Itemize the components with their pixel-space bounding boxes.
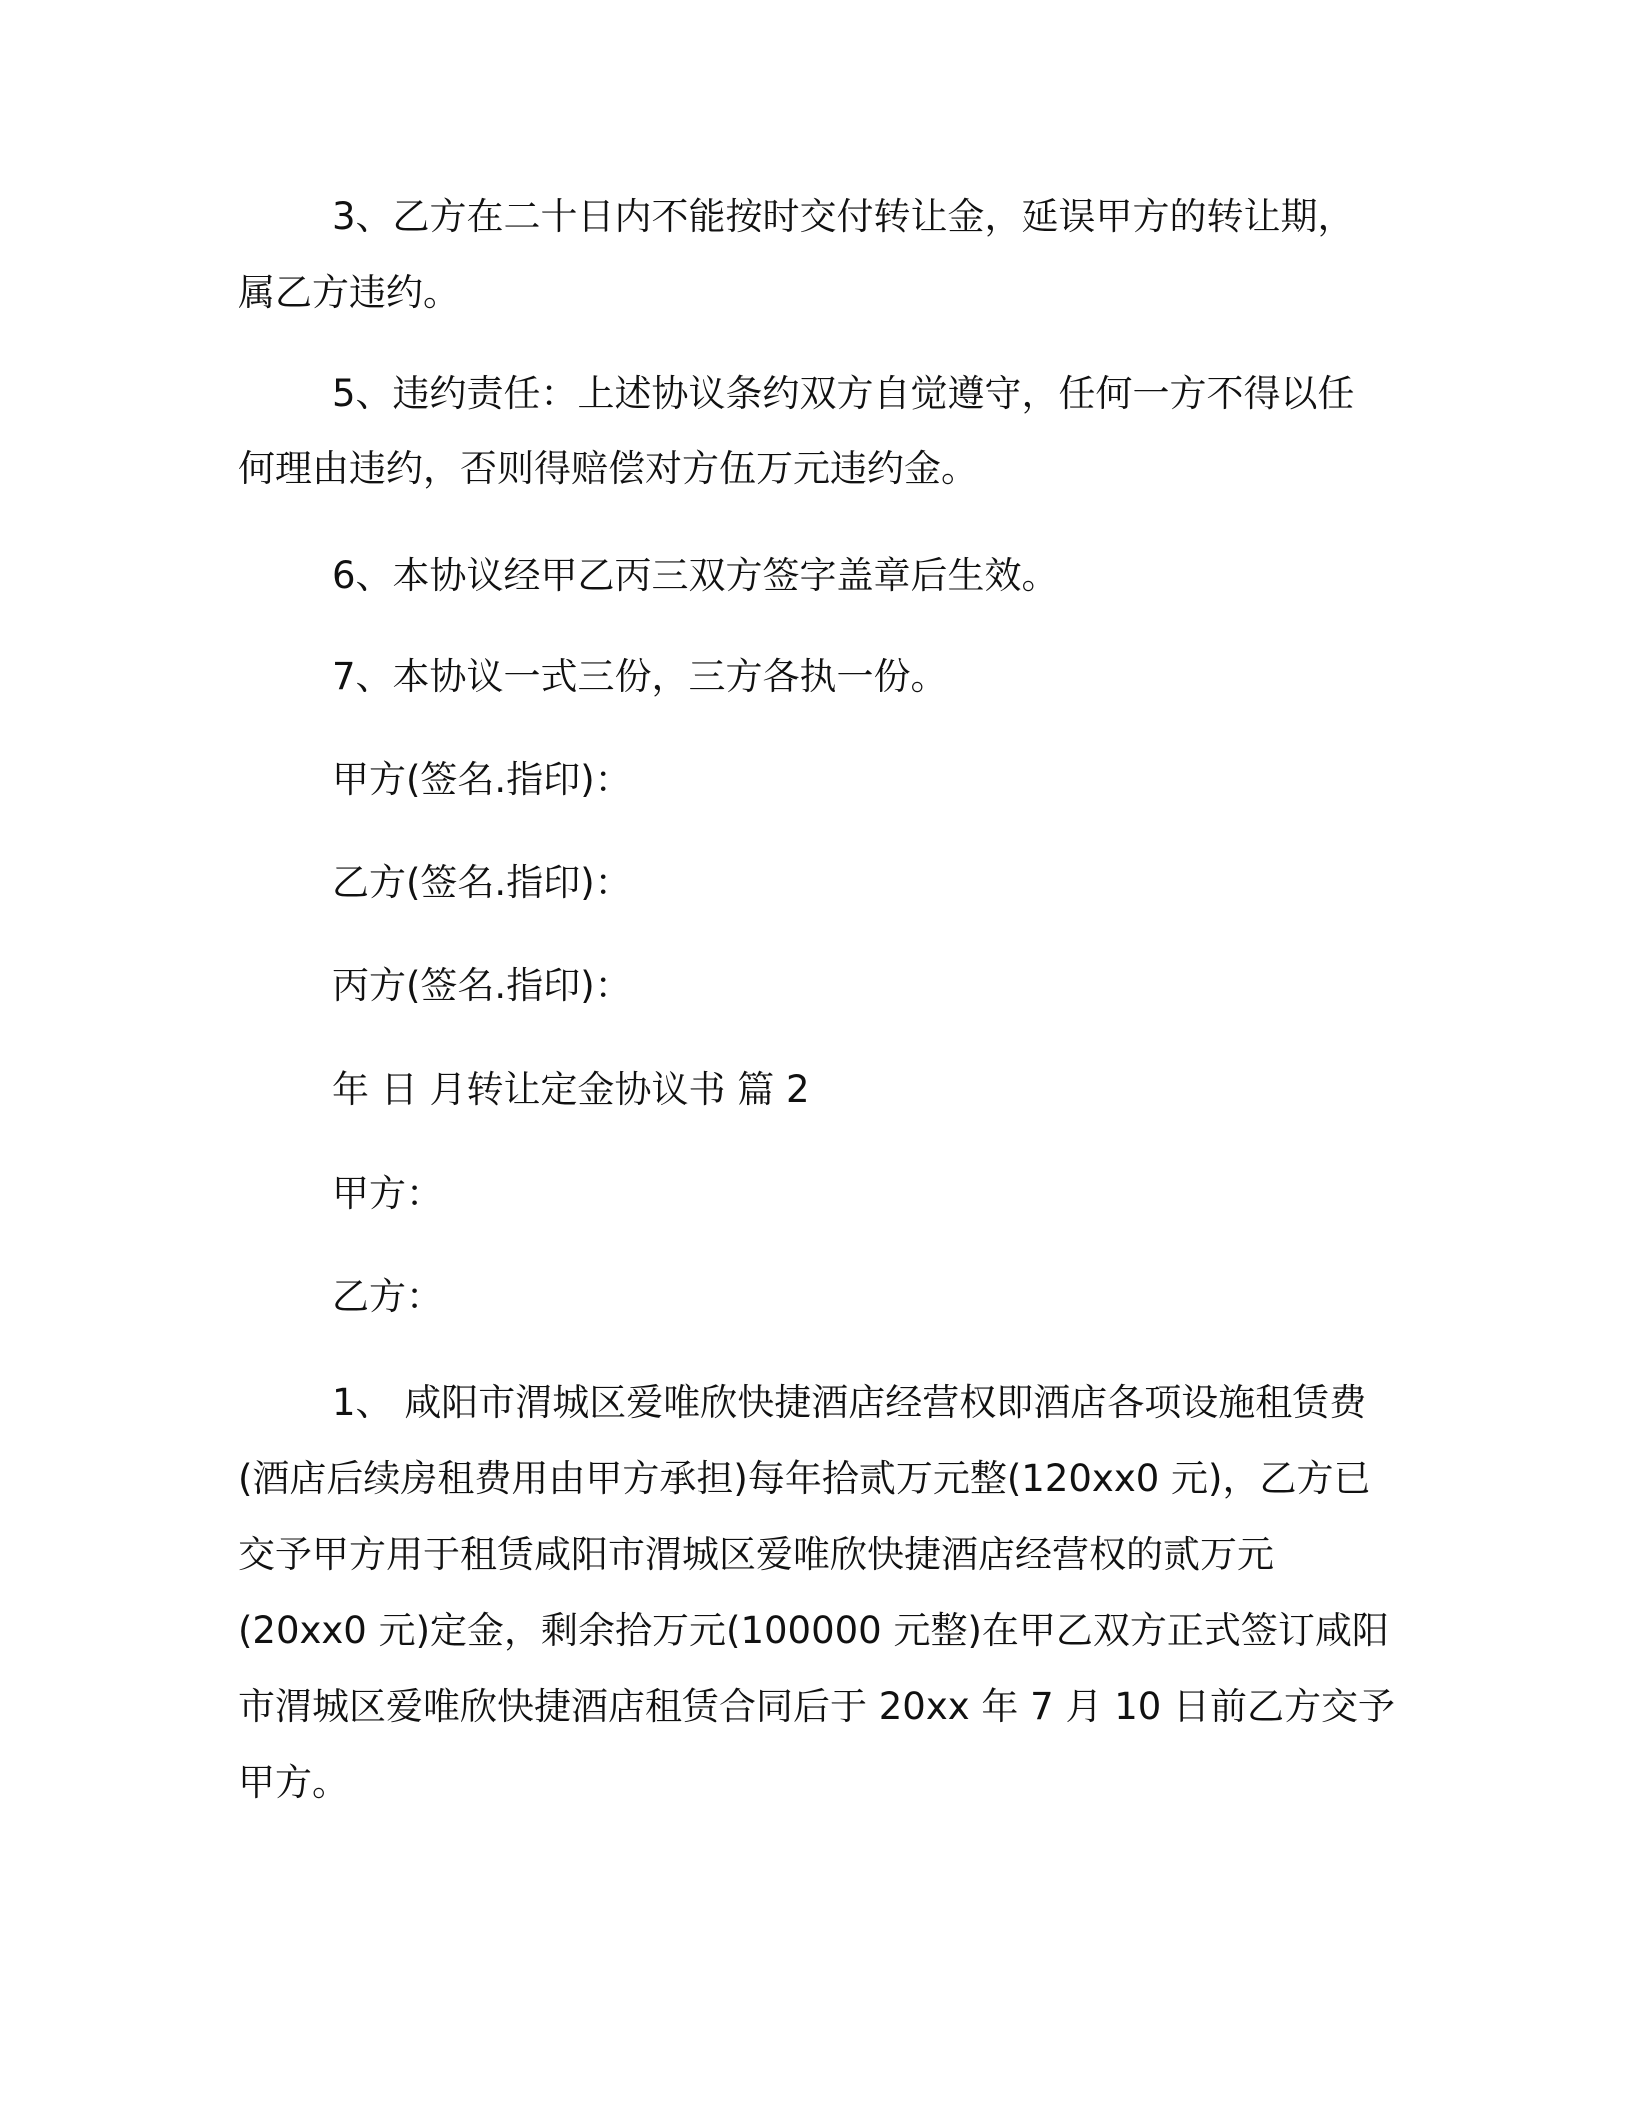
clause-7: 7、本协议一式三份，三方各执一份。 [332,655,948,698]
signature-party-b: 乙方(签名.指印)： [332,861,632,904]
clause-6: 6、本协议经甲乙丙三双方签字盖章后生效。 [332,554,1059,597]
section-title: 年 日 月转让定金协议书 篇 2 [332,1068,810,1111]
signature-party-a: 甲方(签名.指印)： [332,758,632,801]
party-a-label: 甲方： [332,1172,443,1215]
clause-1-line-3: 交予甲方用于租赁咸阳市渭城区爱唯欣快捷酒店经营权的贰万元 [238,1533,1274,1576]
clause-5-line-2: 何理由违约，否则得赔偿对方伍万元违约金。 [238,447,978,490]
party-b-label: 乙方： [332,1275,443,1318]
clause-1-line-1: 1、 咸阳市渭城区爱唯欣快捷酒店经营权即酒店各项设施租赁费 [332,1381,1367,1424]
clause-1-line-2: (酒店后续房租费用由甲方承担)每年拾贰万元整(120xx0 元)，乙方已 [238,1457,1371,1500]
clause-3-line-2: 属乙方违约。 [238,271,460,314]
clause-1-line-4: (20xx0 元)定金，剩余拾万元(100000 元整)在甲乙双方正式签订咸阳 [238,1609,1389,1652]
clause-1-line-6: 甲方。 [238,1761,349,1804]
signature-party-c: 丙方(签名.指印)： [332,964,632,1007]
clause-3-line-1: 3、乙方在二十日内不能按时交付转让金，延误甲方的转让期， [332,195,1355,238]
clause-1-line-5: 市渭城区爱唯欣快捷酒店租赁合同后于 20xx 年 7 月 10 日前乙方交予 [238,1685,1396,1728]
clause-5-line-1: 5、违约责任：上述协议条约双方自觉遵守，任何一方不得以任 [332,372,1355,415]
